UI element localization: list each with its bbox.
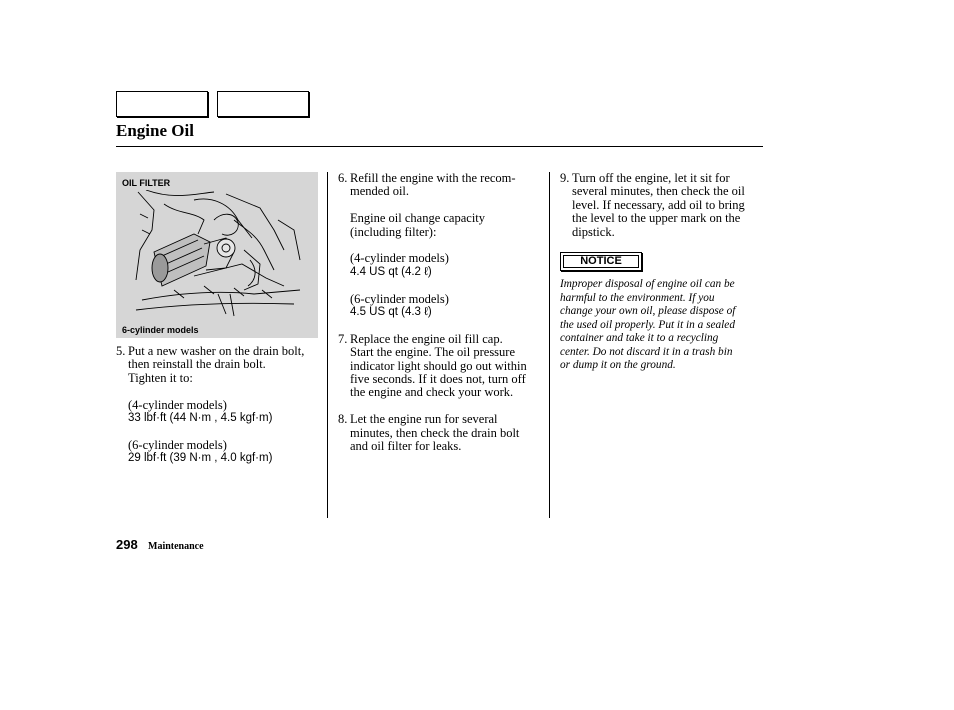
engine-underside-drawing bbox=[134, 190, 302, 322]
step-text-line: indicator light should go out within bbox=[350, 358, 527, 373]
step-text-line: several minutes, then check the oil bbox=[572, 184, 745, 199]
notice-text bbox=[560, 278, 765, 373]
column-3 bbox=[560, 172, 766, 239]
page-number: 298 bbox=[116, 537, 138, 552]
spec-label-4cyl: (4-cylinder models) bbox=[128, 397, 227, 412]
step-text-line: Refill the engine with the recom- bbox=[350, 171, 516, 185]
step-text-line: mended oil. bbox=[350, 184, 410, 199]
step-text-line: the engine and check your work. bbox=[350, 385, 514, 400]
capacity-label-4cyl: (4-cylinder models) bbox=[350, 251, 449, 266]
capacity-value-4cyl: 4.4 US qt (4.2 ℓ) bbox=[350, 265, 432, 278]
title-divider bbox=[116, 146, 763, 147]
notice-line: or dump it on the ground. bbox=[560, 359, 676, 371]
capacity-value-6cyl: 4.5 US qt (4.3 ℓ) bbox=[350, 306, 432, 319]
header-tab-box-2 bbox=[217, 91, 309, 117]
column-1 bbox=[116, 345, 322, 466]
notice-line: the used oil properly. Put it in a sealed bbox=[560, 318, 735, 331]
step-text-line: Tighten it to: bbox=[128, 370, 193, 385]
spec-label-6cyl: (6-cylinder models) bbox=[128, 437, 227, 452]
figure-title: OIL FILTER bbox=[122, 178, 171, 188]
step-number: 5. bbox=[116, 344, 126, 358]
step-number: 8. bbox=[338, 412, 348, 427]
step-text-line: and oil filter for leaks. bbox=[350, 439, 462, 454]
step-5 bbox=[116, 345, 322, 466]
section-name: Maintenance bbox=[148, 541, 204, 552]
column-divider-2 bbox=[549, 172, 550, 518]
step-6 bbox=[338, 172, 544, 319]
step-text-line: the level to the upper mark on the bbox=[572, 211, 741, 226]
header-tab-box-1 bbox=[116, 91, 208, 117]
step-text-line: Let the engine run for several bbox=[350, 412, 498, 427]
notice-line: container and take it to a recycling bbox=[560, 332, 719, 344]
step-8 bbox=[338, 413, 544, 453]
page-title: Engine Oil bbox=[116, 121, 194, 140]
step-text-line: Turn off the engine, let it sit for bbox=[572, 171, 730, 185]
capacity-heading: Engine oil change capacity bbox=[350, 211, 486, 226]
torque-value-6cyl: 29 lbf·ft (39 N·m , 4.0 kgf·m) bbox=[128, 452, 273, 465]
step-number: 7. bbox=[338, 331, 348, 346]
step-text-line: then reinstall the drain bolt. bbox=[128, 357, 266, 372]
notice-line: center. Do not discard it in a trash bin bbox=[560, 345, 733, 358]
step-text-line: level. If necessary, add oil to bring bbox=[572, 197, 745, 212]
notice-line: change your own oil, please dispose of bbox=[560, 305, 736, 317]
step-9 bbox=[560, 172, 766, 239]
capacity-heading: (including filter): bbox=[350, 224, 437, 239]
figure-caption: 6-cylinder models bbox=[122, 325, 199, 335]
step-text-line: five seconds. If it does not, turn off bbox=[350, 372, 526, 387]
step-number: 9. bbox=[560, 171, 570, 185]
step-text-line: minutes, then check the drain bolt bbox=[350, 425, 520, 440]
notice-badge bbox=[560, 252, 642, 271]
step-7 bbox=[338, 333, 544, 400]
step-number: 6. bbox=[338, 171, 348, 185]
column-2 bbox=[338, 172, 544, 453]
column-divider-1 bbox=[327, 172, 328, 518]
capacity-label-6cyl: (6-cylinder models) bbox=[350, 291, 449, 306]
notice-label: NOTICE bbox=[563, 255, 639, 268]
oil-filter-illustration bbox=[116, 172, 318, 338]
torque-value-4cyl: 33 lbf·ft (44 N·m , 4.5 kgf·m) bbox=[128, 412, 273, 425]
notice-line: Improper disposal of engine oil can be bbox=[560, 278, 735, 290]
step-text-line: Start the engine. The oil pressure bbox=[350, 345, 516, 360]
step-text-line: Put a new washer on the drain bolt, bbox=[128, 344, 305, 358]
notice-line: harmful to the environment. If you bbox=[560, 291, 715, 304]
step-text-line: Replace the engine oil fill cap. bbox=[350, 331, 503, 346]
step-text-line: dipstick. bbox=[572, 224, 615, 239]
